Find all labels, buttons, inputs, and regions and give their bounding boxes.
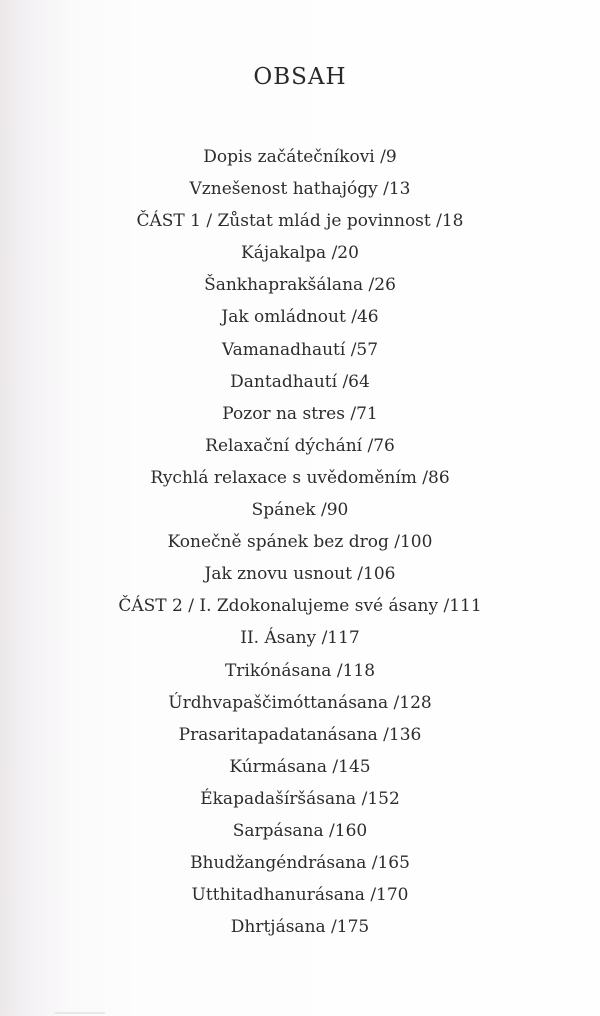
toc-entry: Bhudžangéndrásana /165 xyxy=(190,853,410,874)
toc-entry: Dopis začátečníkovi /9 xyxy=(203,147,397,167)
toc-entry: Prasaritapadatanásana /136 xyxy=(178,724,422,745)
toc-entry: Spánek /90 xyxy=(251,500,349,521)
toc-entry: Ékapadašíršásana /152 xyxy=(200,788,400,809)
toc-entry: ČÁST 2 / I. Zdokonalujeme své ásany /111 xyxy=(118,596,482,617)
toc-entry: Rychlá relaxace s uvědoměním /86 xyxy=(150,467,450,488)
toc-entry: Vamanadhautí /57 xyxy=(221,339,379,360)
toc-entry: Úrdhvapaščimóttanásana /128 xyxy=(168,692,432,713)
toc-entry: Vznešenost hathajógy /13 xyxy=(189,179,411,200)
toc-entry: Utthitadhanurásana /170 xyxy=(191,885,409,906)
toc-entry: Dantadhautí /64 xyxy=(230,371,370,392)
toc-entry: Trikónásana /118 xyxy=(224,660,376,681)
toc-entry: Relaxační dýchání /76 xyxy=(205,435,395,456)
toc-entry: Jak omládnout /46 xyxy=(221,307,379,328)
toc-entry: ČÁST 1 / Zůstat mlád je povinnost /18 xyxy=(136,211,464,232)
toc-entry: Pozor na stres /71 xyxy=(222,403,378,424)
toc-entry: Kúrmásana /145 xyxy=(229,756,371,777)
scan-edge-mark xyxy=(55,1012,105,1014)
toc-entry: Kájakalpa /20 xyxy=(241,243,359,264)
table-of-contents xyxy=(0,141,600,943)
toc-entry: Konečně spánek bez drog /100 xyxy=(167,532,433,553)
toc-entry: II. Ásany /117 xyxy=(240,628,360,649)
toc-entry: Sarpásana /160 xyxy=(232,820,368,841)
page-title: OBSAH xyxy=(253,64,347,90)
toc-entry: Dhrtjásana /175 xyxy=(230,917,370,938)
toc-entry: Jak znovu usnout /106 xyxy=(204,564,396,585)
toc-entry: Šankhaprakšálana /26 xyxy=(204,275,396,296)
